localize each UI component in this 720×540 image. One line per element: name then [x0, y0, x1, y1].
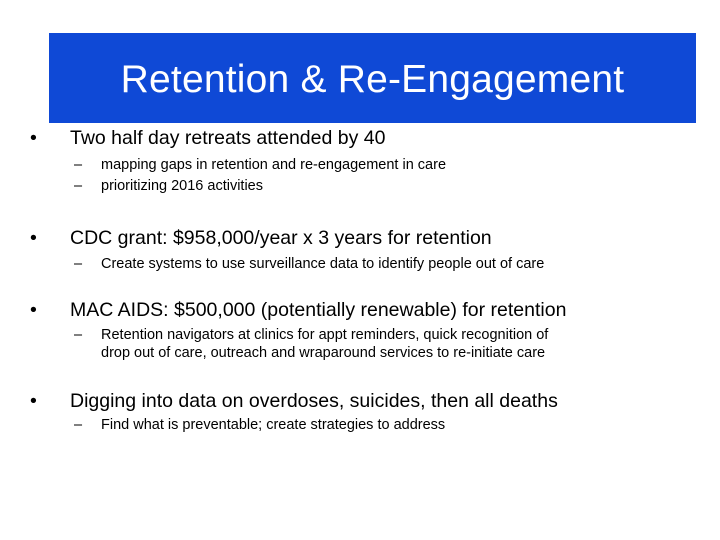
sub-marker: –: [74, 256, 83, 272]
sub-item: [74, 416, 445, 434]
bullet-marker: •: [30, 127, 37, 149]
sub-text: Create systems to use surveillance data to identify people out of care: [101, 256, 545, 272]
sub-text-continued: drop out of care, outreach and wraparound services to re-initiate care: [101, 345, 546, 361]
sub-text: prioritizing 2016 activities: [101, 178, 263, 194]
sub-item: [74, 326, 548, 362]
bullet-marker: •: [30, 390, 37, 412]
bullet-text: Digging into data on overdoses, suicides, then all deaths: [70, 390, 558, 412]
bullet-marker: •: [30, 299, 37, 321]
bullet-item-retreats: [30, 126, 385, 150]
bullet-item-data-deaths: [30, 389, 558, 413]
sub-marker: –: [74, 417, 83, 433]
sub-item: [74, 177, 263, 195]
sub-marker: –: [74, 327, 83, 343]
sub-item: [74, 255, 544, 273]
sub-marker: –: [74, 178, 83, 194]
bullet-text: Two half day retreats attended by 40: [70, 127, 386, 149]
bullet-marker: •: [30, 227, 37, 249]
bullet-text: MAC AIDS: $500,000 (potentially renewable) for retention: [70, 299, 567, 321]
sub-item: [74, 156, 446, 174]
bullet-text: CDC grant: $958,000/year x 3 years for retention: [70, 227, 492, 249]
sub-text: Retention navigators at clinics for appt reminders, quick recognition of: [101, 327, 549, 343]
sub-marker: –: [74, 157, 83, 173]
bullet-item-mac-aids: [30, 298, 566, 322]
sub-text: Find what is preventable; create strategies to address: [101, 417, 446, 433]
sub-text: mapping gaps in retention and re-engagement in care: [101, 157, 447, 173]
bullet-item-cdc-grant: [30, 226, 492, 250]
slide-title: Retention & Re-Engagement: [120, 58, 625, 101]
